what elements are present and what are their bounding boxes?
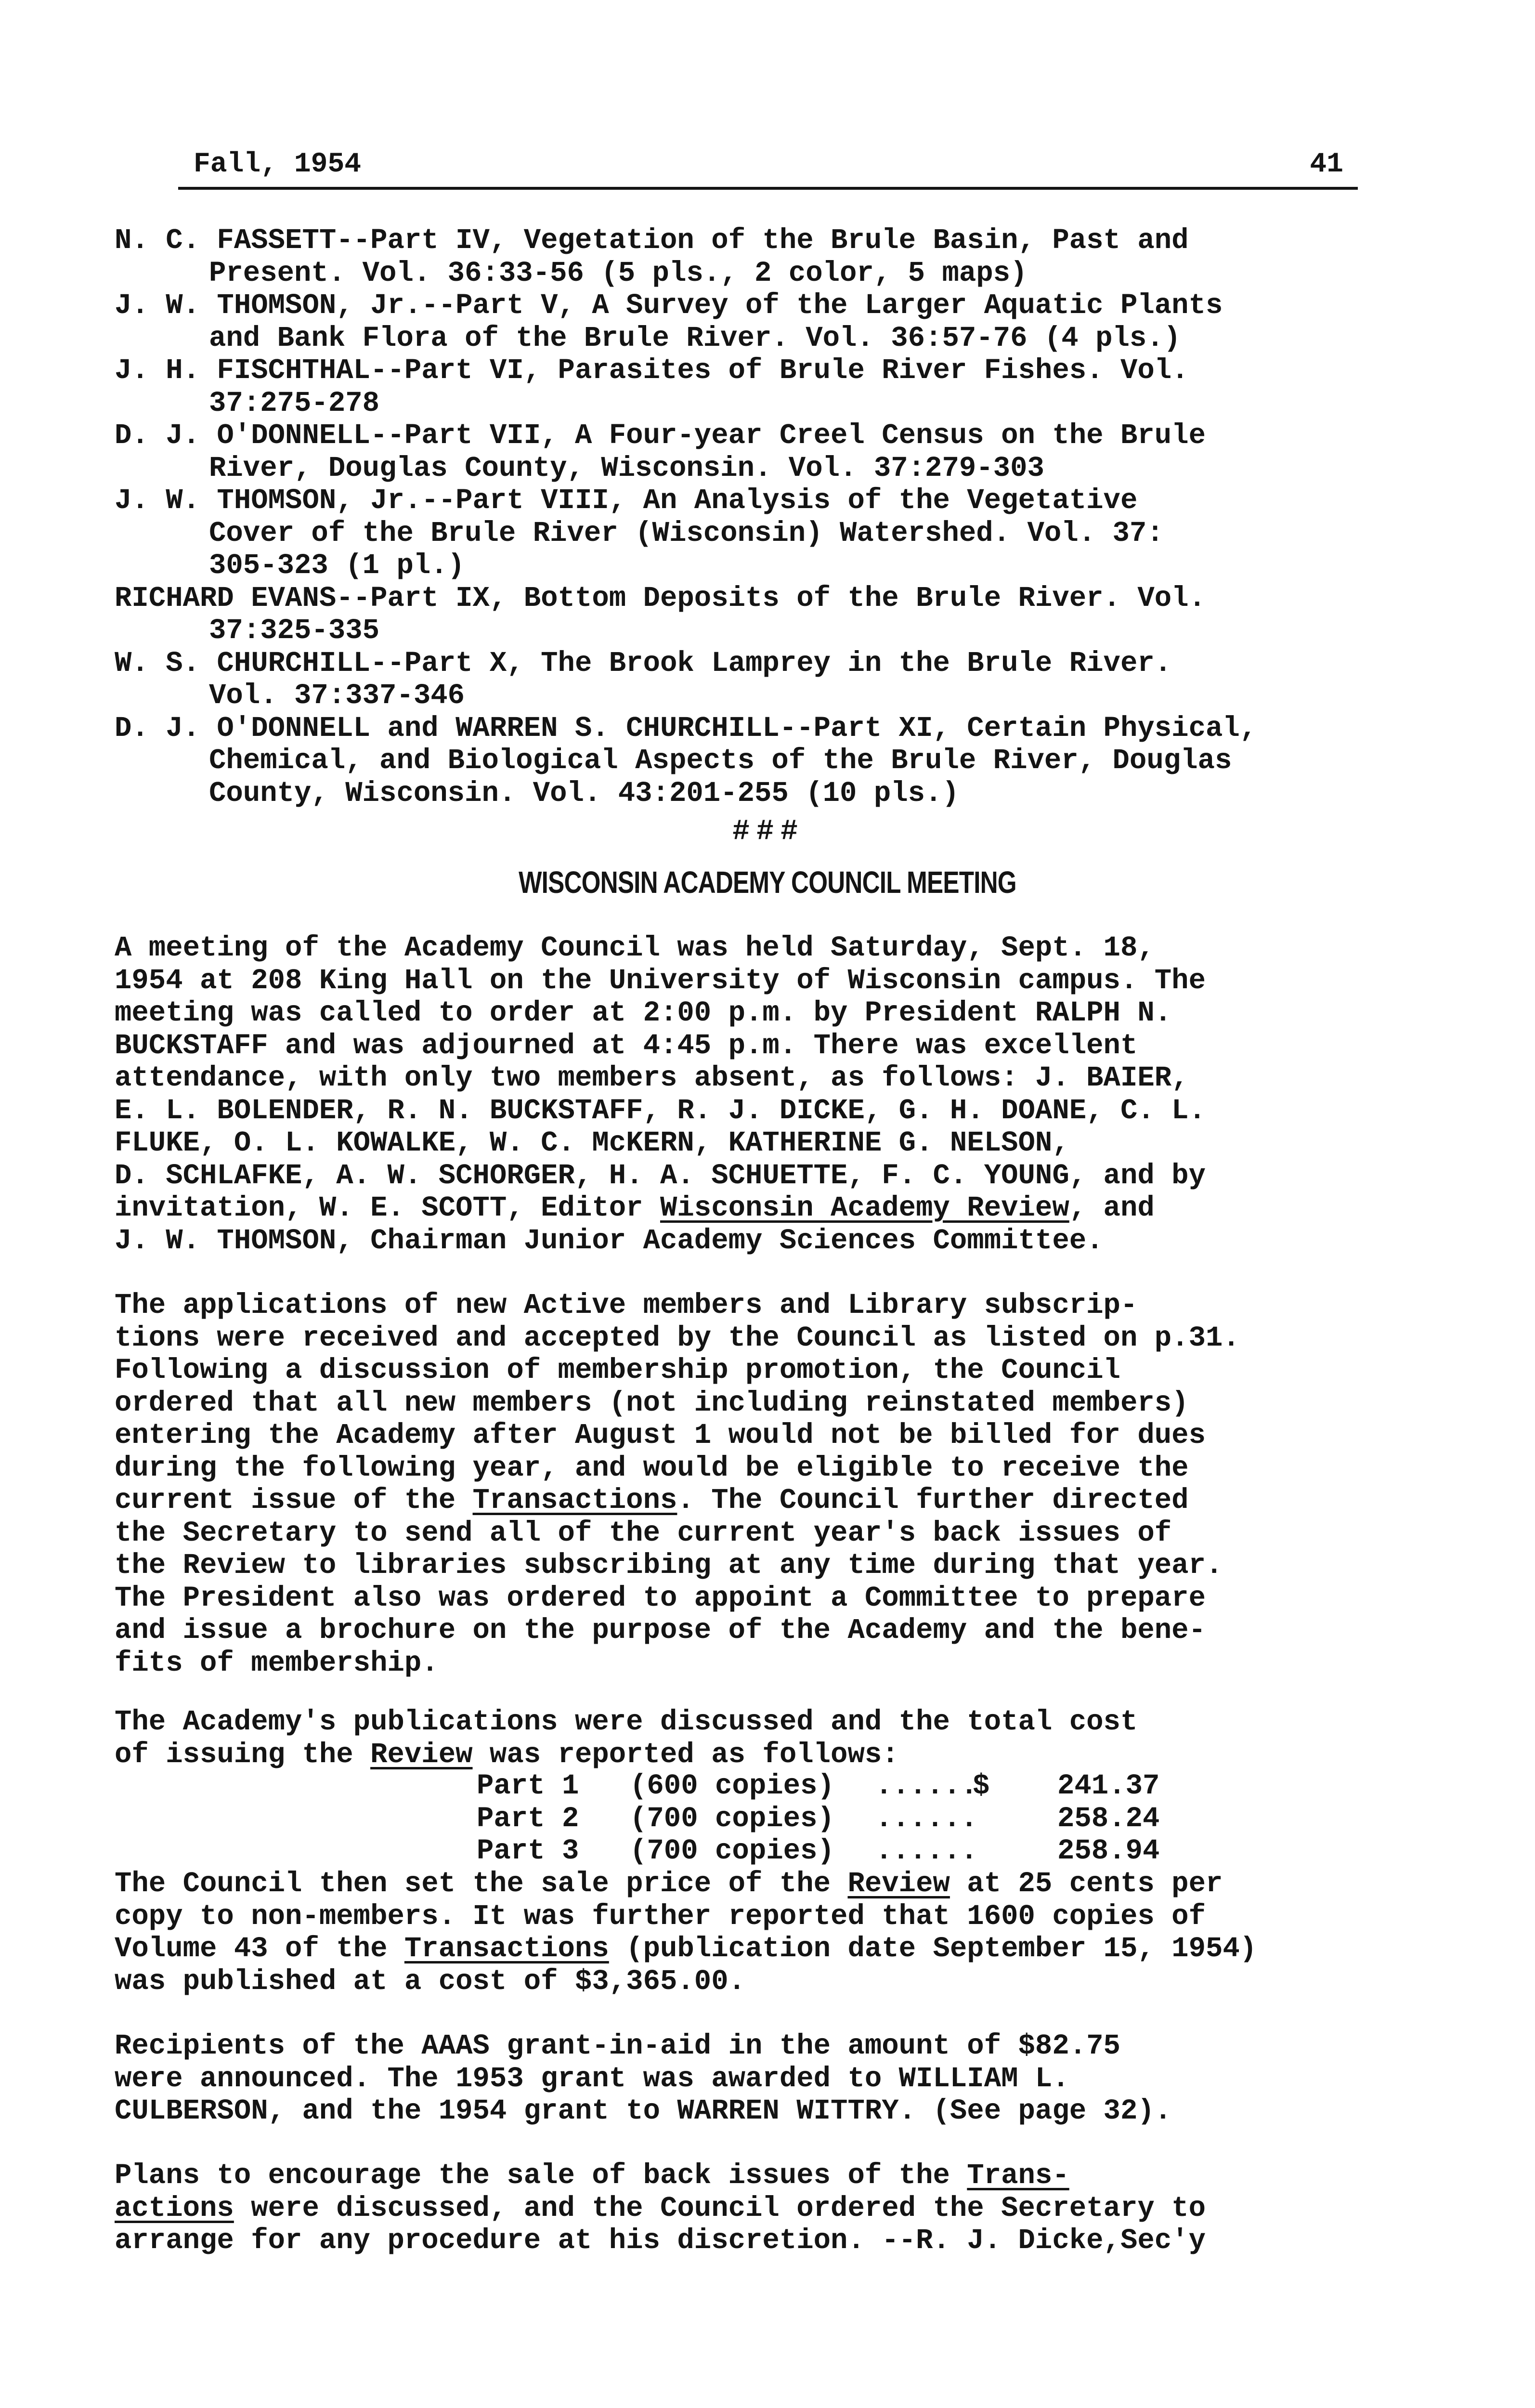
paragraph-text: (publication date September 15, 1954) was published at a cost of $3,365.00. (115, 1933, 1257, 1998)
paragraph-text: was reported as follows: (472, 1738, 899, 1771)
paragraph-text: at 25 cents per copy to non-members. It was further reported that 1600 copies of Volume 43 of the (115, 1868, 1223, 1965)
paragraph-text: . The Council further directed the Secretary to send all of the current year's back issues of the Review to libraries subscribing at any time during that year. The President also was ordered to appoint a Committee to prepare and issue a brochure on the purpose of the Academy and the bene- fits of membership. (115, 1484, 1223, 1679)
review-title: Wisconsin Academy Review (660, 1192, 1069, 1224)
reference-item: W. S. CHURCHILL--Part X, The Brook Lamprey in the Brule River. Vol. 37:337-346 (115, 647, 1172, 712)
reference-item: D. J. O'DONNELL--Part VII, A Four-year Creel Census on the Brule River, Douglas County, Wisconsin. Vol. 37:279-303 (115, 419, 1206, 484)
paragraph-text: The Council then set the sale price of the (115, 1868, 848, 1900)
reference-item: J. W. THOMSON, Jr.--Part VIII, An Analysis of the Vegetative Cover of the Brule River (Wisconsin) Watershed. Vol. 37: 305-323 (1 pl.) (115, 484, 1164, 582)
section-heading: WISCONSIN ACADEMY COUNCIL MEETING (519, 865, 1016, 900)
cost-row (115, 1803, 1424, 1835)
cost-leader: ...... (875, 1802, 978, 1835)
cost-amount: 258.94 (1057, 1835, 1160, 1867)
paragraph-text: The applications of new Active members and Library subscrip- tions were received and accepted by the Council as listed on p.31. Following a discussion of membership promotion, the Council ordered that all new members (not including reinstated members) entering the Academy after August 1 would not be billed for dues during the following year, and would be eligible to receive the current issue of the (115, 1289, 1240, 1517)
paragraph-publications (115, 1706, 1424, 1771)
cost-amount: 241.37 (1057, 1770, 1160, 1802)
paragraph-text: A meeting of the Academy Council was held Saturday, Sept. 18, 1954 at 208 King Hall on the University of Wisconsin campus. The meeting was called to order at 2:00 p.m. by President RALPH N. BUCKSTAFF and was adjourned at 4:45 p.m. There was excellent attendance, with only two members absent, as follows: J. BAIER, E. L. BOLENDER, R. N. BUCKSTAFF, R. J. DICKE, G. H. DOANE, C. L. FLUKE, O. L. KOWALKE, W. C. McKERN, KATHERINE G. NELSON, D. SCHLAFKE, A. W. SCHORGER, H. A. SCHUETTE, F. C. YOUNG, and by invitation, W. E. SCOTT, Editor (115, 932, 1206, 1224)
paragraph-meeting (115, 932, 1424, 1257)
cost-amount: 258.24 (1057, 1802, 1160, 1835)
reference-item: N. C. FASSETT--Part IV, Vegetation of the Brule Basin, Past and Present. Vol. 36:33-56 (5 pls., 2 color, 5 maps) (115, 224, 1189, 289)
paragraph-text: were discussed, and the Council ordered the Secretary to arrange for any procedure at his discretion. --R. J. Dicke,Sec'y (115, 2192, 1206, 2257)
cost-leader: ...... (875, 1835, 978, 1867)
transactions-title: Trans- (967, 2159, 1069, 2192)
paragraph-sale-price (115, 1868, 1424, 1998)
issue-date: Fall, 1954 (194, 149, 362, 180)
review-title: Review (847, 1868, 950, 1900)
cost-table (115, 1770, 1424, 1868)
paragraph-applications (115, 1289, 1424, 1679)
page-header (178, 145, 1358, 190)
cost-copies: (600 copies) (630, 1770, 834, 1802)
paragraph-text: The Academy's publications were discussed and the total cost of issuing the (115, 1706, 1138, 1771)
cost-row (115, 1770, 1424, 1803)
paragraph-text: , and J. W. THOMSON, Chairman Junior Academy Sciences Committee. (115, 1192, 1155, 1257)
cost-leader: ...... (875, 1770, 978, 1802)
reference-item: D. J. O'DONNELL and WARREN S. CHURCHILL--Part XI, Certain Physical, Chemical, and Biological Aspects of the Brule River, Douglas County, Wisconsin. Vol. 43:201-255 (10 pls.) (115, 712, 1257, 810)
cost-part: Part 2 (477, 1802, 579, 1835)
cost-row (115, 1835, 1424, 1868)
reference-item: RICHARD EVANS--Part IX, Bottom Deposits of the Brule River. Vol. 37:325-335 (115, 582, 1206, 647)
reference-item: J. W. THOMSON, Jr.--Part V, A Survey of the Larger Aquatic Plants and Bank Flora of the Brule River. Vol. 36:57-76 (4 pls.) (115, 289, 1223, 354)
review-title: Review (370, 1738, 473, 1771)
cost-part: Part 1 (477, 1770, 579, 1802)
cost-currency: $ (973, 1770, 990, 1802)
transactions-title: actions (115, 2192, 234, 2225)
cost-copies: (700 copies) (630, 1835, 834, 1867)
section-separator: ### (732, 815, 805, 848)
paragraph-text: Plans to encourage the sale of back issues of the (115, 2159, 967, 2192)
page-number: 41 (1310, 149, 1343, 180)
cost-copies: (700 copies) (630, 1802, 834, 1835)
paragraph-grant: Recipients of the AAAS grant-in-aid in the amount of $82.75 were announced. The 1953 grant was awarded to WILLIAM L. CULBERSON, and the 1954 grant to WARREN WITTRY. (See page 32). (115, 2030, 1172, 2127)
transactions-title: Transactions (472, 1484, 677, 1517)
reference-item: J. H. FISCHTHAL--Part VI, Parasites of Brule River Fishes. Vol. 37:275-278 (115, 354, 1189, 419)
transactions-title: Transactions (404, 1933, 609, 1965)
cost-part: Part 3 (477, 1835, 579, 1867)
paragraph-back-issues (115, 2159, 1424, 2257)
reference-list (115, 224, 1415, 810)
